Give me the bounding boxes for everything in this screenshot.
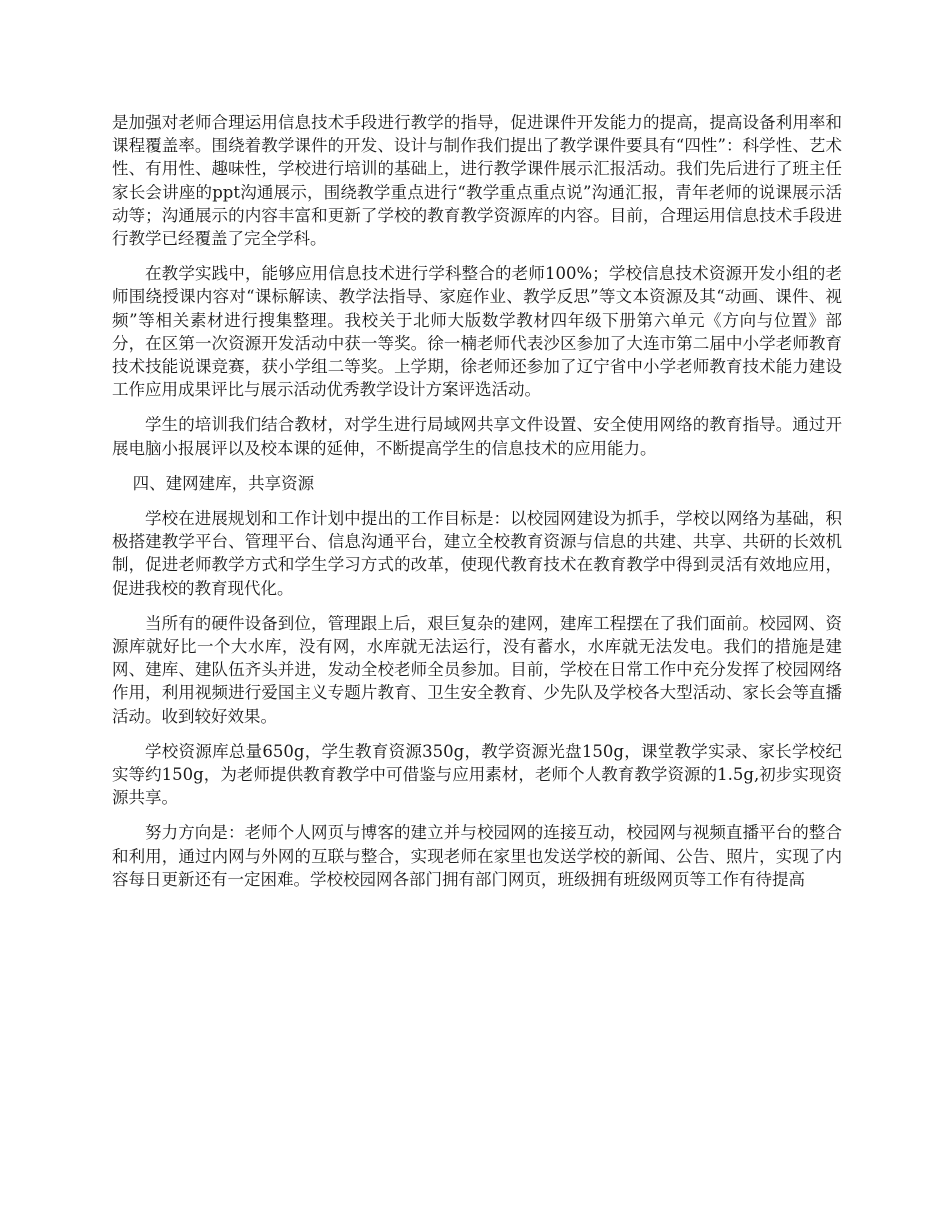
paragraph-courseware-guidance: 是加强对老师合理运用信息技术手段进行教学的指导，促进课件开发能力的提高，提高设备利用率和课程覆盖率。围绕着教学课件的开发、设计与制作我们提出了教学课件要具有“四性”：科学性、艺术性、有用性、趣味性，学校进行培训的基础上，进行教学课件展示汇报活动。我们先后进行了班主任家长会讲座的ppt沟通展示，围绕教学重点进行“教学重点重点说”沟通汇报，青年老师的说课展示活动等；沟通展示的内容丰富和更新了学校的教育教学资源库的内容。目前，合理运用信息技术手段进行教学已经覆盖了完全学科。 xyxy=(112,113,842,249)
paragraph-future-direction: 努力方向是：老师个人网页与博客的建立并与校园网的连接互动，校园网与视频直播平台的整合和利用，通过内网与外网的互联与整合，实现老师在家里也发送学校的新闻、公告、照片，实现了内容每日更新还有一定困难。学校校园网各部门拥有部门网页，班级拥有班级网页等工作有待提高 xyxy=(112,823,842,889)
paragraph-network-construction: 当所有的硬件设备到位，管理跟上后，艰巨复杂的建网，建库工程摆在了我们面前。校园网、资源库就好比一个大水库，没有网，水库就无法运行，没有蓄水，水库就无法发电。我们的措施是建网、建库、建队伍齐头并进，发动全校老师全员参加。目前，学校在日常工作中充分发挥了校园网络作用，利用视频进行爱国主义专题片教育、卫生安全教育、少先队及学校各大型活动、家长会等直播活动。收到较好效果。 xyxy=(112,613,842,726)
section-heading-network-library: 四、建网建库，共享资源 xyxy=(132,473,315,493)
paragraph-student-training: 学生的培训我们结合教材，对学生进行局域网共享文件设置、安全使用网络的教育指导。通过开展电脑小报展评以及校本课的延伸，不断提高学生的信息技术的应用能力。 xyxy=(112,415,842,458)
paragraph-work-goals: 学校在进展规划和工作计划中提出的工作目标是：以校园网建设为抓手，学校以网络为基础，积极搭建教学平台、管理平台、信息沟通平台，建立全校教育资源与信息的共建、共享、共研的长效机制，促进老师教学方式和学生学习方式的改革，使现代教育技术在教育教学中得到灵活有效地应用，促进我校的教育现代化。 xyxy=(112,509,842,598)
document-page xyxy=(112,111,842,903)
paragraph-teaching-practice: 在教学实践中，能够应用信息技术进行学科整合的老师100%；学校信息技术资源开发小组的老师围绕授课内容对“课标解读、教学法指导、家庭作业、教学反思”等文本资源及其“动画、课件、视频”等相关素材进行搜集整理。我校关于北师大版数学教材四年级下册第六单元《方向与位置》部分，在区第一次资源开发活动中获一等奖。徐一楠老师代表沙区参加了大连市第二届中小学老师教育技术技能说课竞赛，获小学组二等奖。上学期，徐老师还参加了辽宁省中小学老师教育技术能力建设工作应用成果评比与展示活动优秀教学设计方案评选活动。 xyxy=(112,264,842,400)
paragraph-resource-library: 学校资源库总量650g，学生教育资源350g，教学资源光盘150g，课堂教学实录、家长学校纪实等约150g，为老师提供教育教学中可借鉴与应用素材，老师个人教育教学资源的1.5g,初步实现资源共享。 xyxy=(112,741,842,808)
